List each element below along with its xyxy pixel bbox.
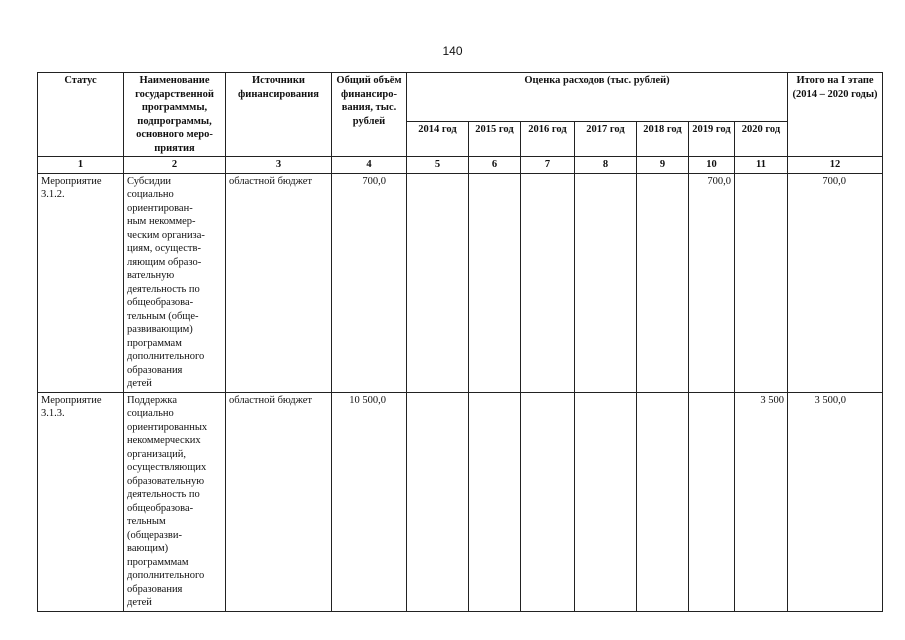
budget-table xyxy=(37,72,883,612)
row-itogo: 3 500,0 xyxy=(788,392,883,611)
row-2017 xyxy=(575,392,637,611)
row-2020 xyxy=(735,173,788,392)
row-name: Поддержка социально ориентированных некоммерческих организаций, осуществляющих образовательную деятельность по общеобразова- тельным (общеразви- вающим) программмам дополнительного образования детей xyxy=(124,392,226,611)
header-year-2015: 2015 год xyxy=(469,122,521,157)
column-number: 2 xyxy=(124,157,226,174)
column-number: 11 xyxy=(735,157,788,174)
header-row xyxy=(38,73,883,122)
row-name: Субсидии социально ориентирован- ным некоммер- ческим организа- циям, осуществ- ляющим образо- вательную деятельность по общеобразова- тельным (обще- развивающим) программам дополнительного образования детей xyxy=(124,173,226,392)
row-2019: 700,0 xyxy=(689,173,735,392)
header-year-2018: 2018 год xyxy=(637,122,689,157)
header-year-2019: 2019 год xyxy=(689,122,735,157)
row-total: 10 500,0 xyxy=(332,392,407,611)
header-estimate: Оценка расходов (тыс. рублей) xyxy=(407,73,788,122)
header-year-2016: 2016 год xyxy=(521,122,575,157)
row-total: 700,0 xyxy=(332,173,407,392)
row-2017 xyxy=(575,173,637,392)
column-number-row xyxy=(38,157,883,174)
row-2016 xyxy=(521,173,575,392)
column-number: 8 xyxy=(575,157,637,174)
row-2014 xyxy=(407,392,469,611)
header-year-2020: 2020 год xyxy=(735,122,788,157)
header-total: Общий объём финансиро-вания, тыс. рублей xyxy=(332,73,407,157)
column-number: 7 xyxy=(521,157,575,174)
column-number: 12 xyxy=(788,157,883,174)
table-row xyxy=(38,173,883,392)
column-number: 1 xyxy=(38,157,124,174)
header-year-2014: 2014 год xyxy=(407,122,469,157)
row-2015 xyxy=(469,392,521,611)
row-2016 xyxy=(521,392,575,611)
header-status: Статус xyxy=(38,73,124,157)
header-year-2017: 2017 год xyxy=(575,122,637,157)
row-2018 xyxy=(637,173,689,392)
row-itogo: 700,0 xyxy=(788,173,883,392)
header-itogo: Итого на I этапе (2014 – 2020 годы) xyxy=(788,73,883,157)
row-2015 xyxy=(469,173,521,392)
column-number: 4 xyxy=(332,157,407,174)
row-status: Мероприятие 3.1.3. xyxy=(38,392,124,611)
page-number: 140 xyxy=(442,44,463,58)
column-number: 5 xyxy=(407,157,469,174)
row-2014 xyxy=(407,173,469,392)
column-number: 9 xyxy=(637,157,689,174)
row-2018 xyxy=(637,392,689,611)
column-number: 6 xyxy=(469,157,521,174)
row-2020: 3 500 xyxy=(735,392,788,611)
column-number: 10 xyxy=(689,157,735,174)
row-status: Мероприятие 3.1.2. xyxy=(38,173,124,392)
column-number: 3 xyxy=(226,157,332,174)
row-source: областной бюджет xyxy=(226,392,332,611)
header-name: Наименование государственной программмы, подпрограммы, основного меро-приятия xyxy=(124,73,226,157)
row-2019 xyxy=(689,392,735,611)
table-row xyxy=(38,392,883,611)
row-source: областной бюджет xyxy=(226,173,332,392)
header-sources: Источники финансирования xyxy=(226,73,332,157)
